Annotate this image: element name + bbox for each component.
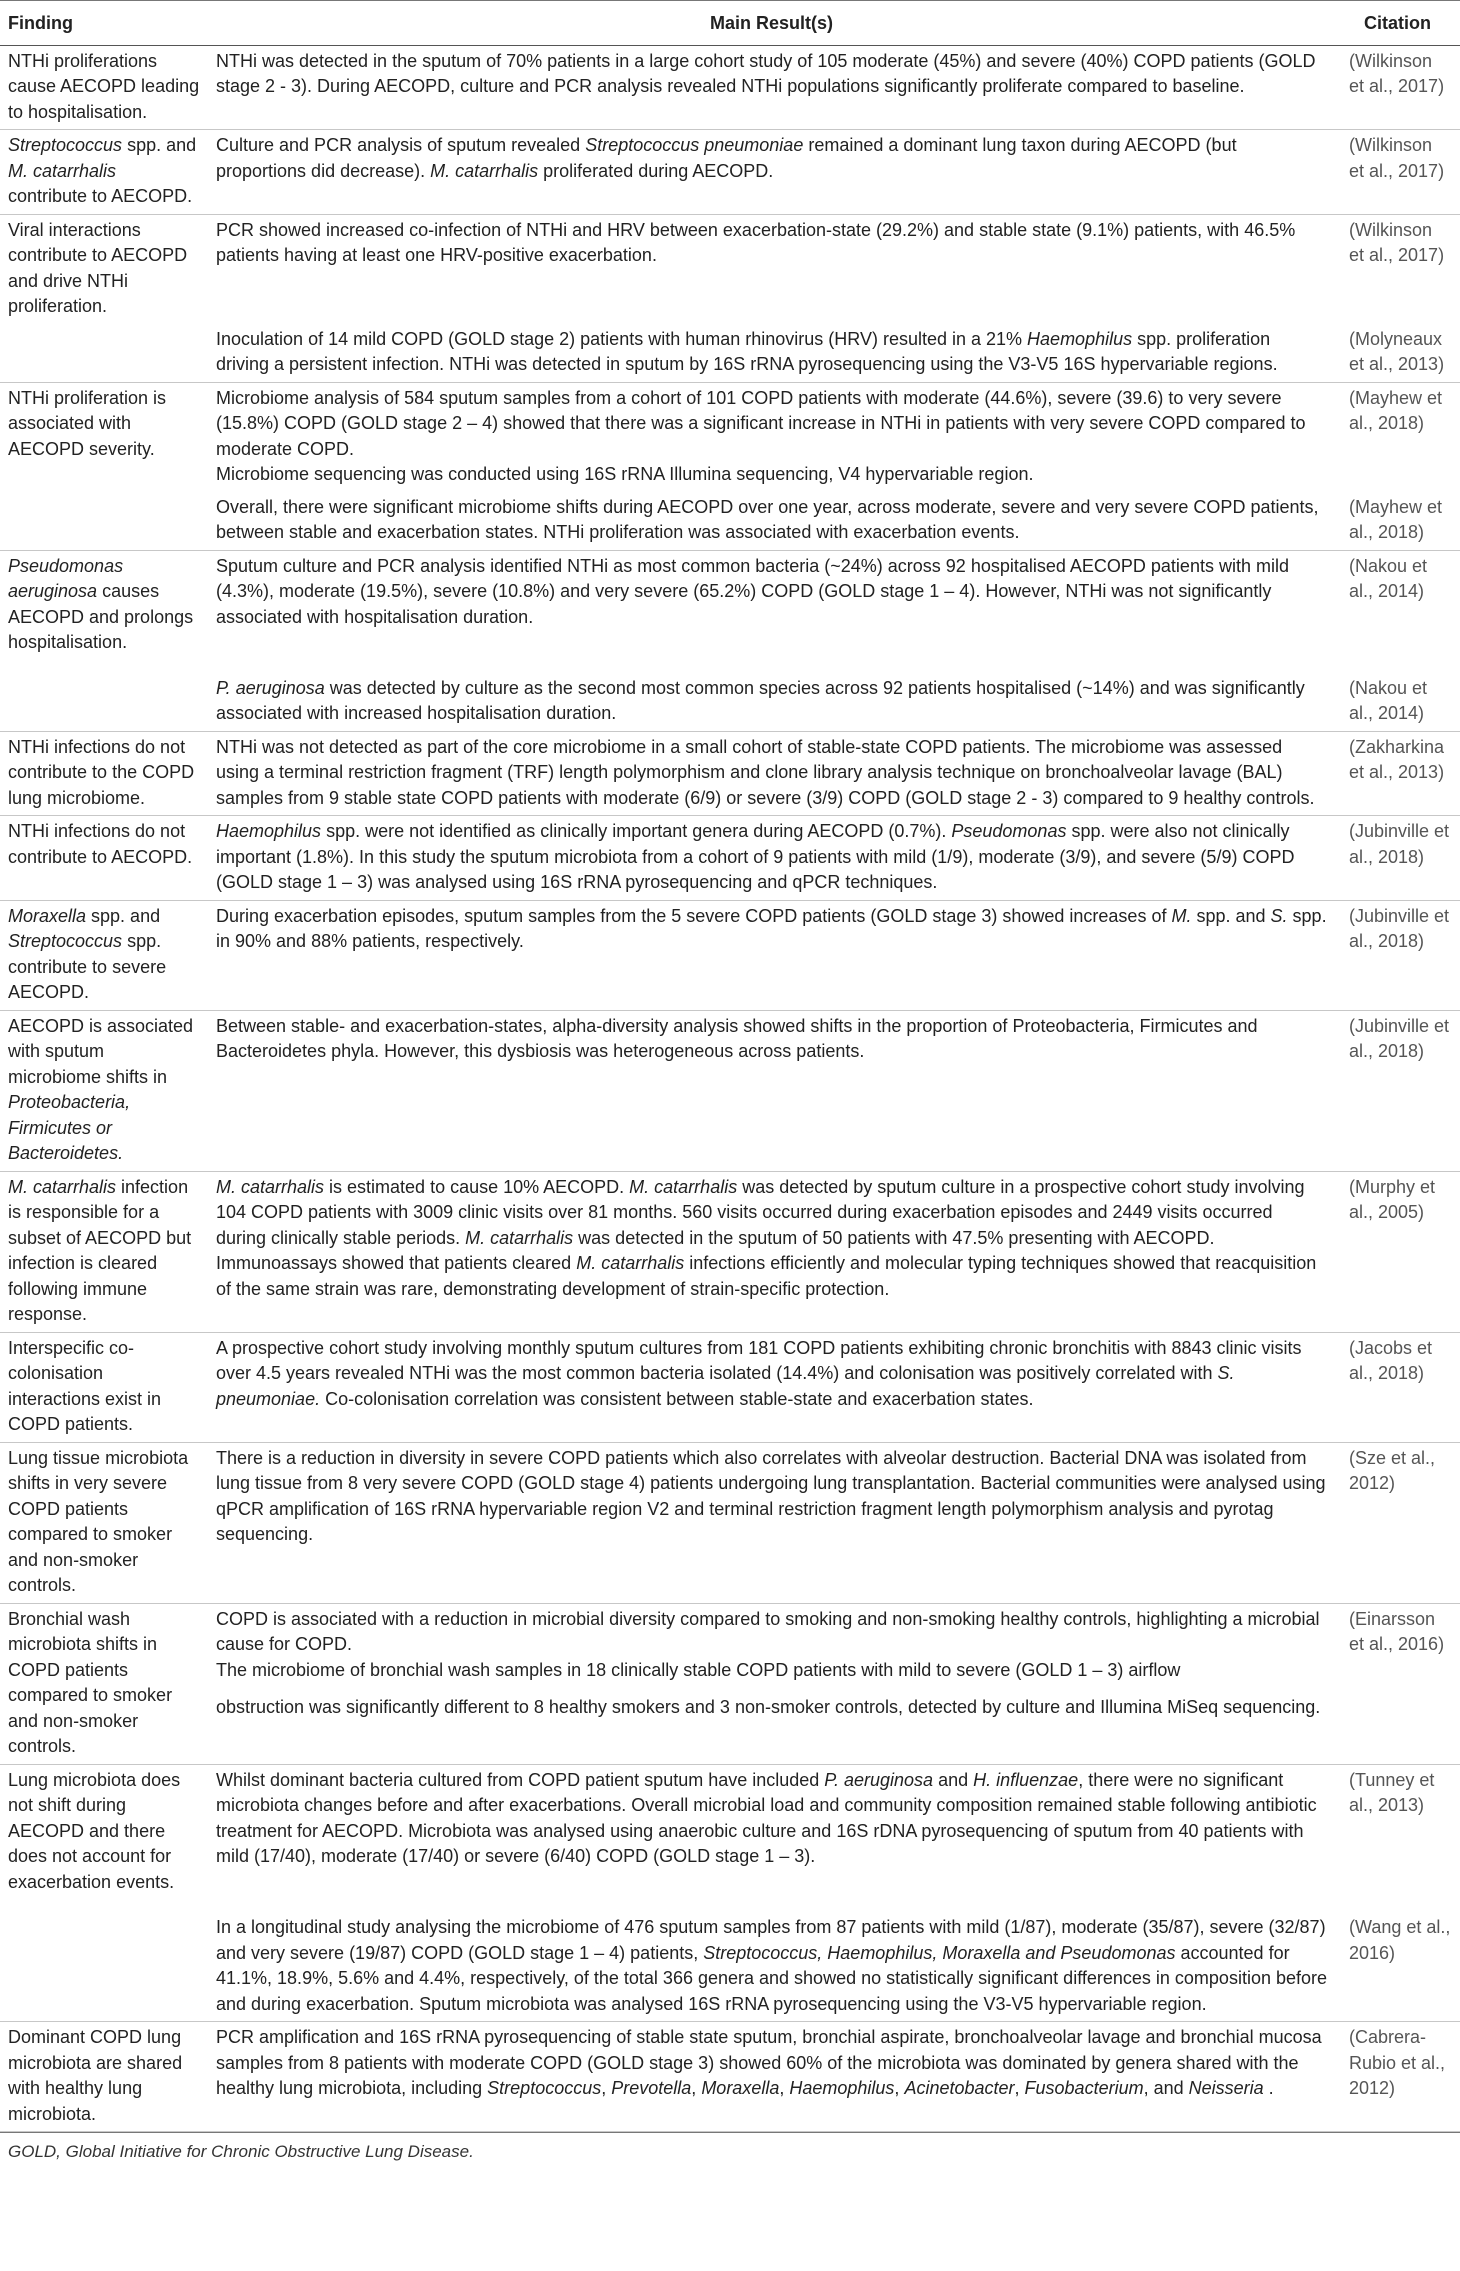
text-segment: is estimated to cause 10% AECOPD. bbox=[324, 1176, 630, 1197]
table-row bbox=[0, 816, 1460, 901]
result-cell bbox=[208, 45, 1335, 130]
text-segment: contribute to AECOPD. bbox=[8, 186, 193, 206]
italic-text: P. aeruginosa bbox=[824, 1769, 934, 1790]
text-segment: NTHi proliferations cause AECOPD leading to hospitalisation. bbox=[8, 50, 200, 122]
italic-text: Haemophilus bbox=[216, 821, 322, 841]
finding-cell bbox=[0, 1332, 208, 1442]
text-segment: , bbox=[1014, 2078, 1025, 2098]
italic-text: Prevotella bbox=[611, 2078, 692, 2098]
text-segment: NTHi infections do not contribute to the COPD lung microbiome. bbox=[8, 736, 195, 808]
text-segment: spp. and bbox=[1191, 905, 1271, 926]
finding-cell bbox=[0, 2022, 208, 2132]
table-row bbox=[0, 130, 1460, 215]
text-segment: PCR showed increased co-infection of NTHi and HRV between exacerbation-state (29.2%) and stable state (9.1%) patients, with 46.5% patients having at least one HRV-positive exacerbation. bbox=[216, 219, 1296, 265]
italic-text: H. influenzae bbox=[973, 1769, 1079, 1790]
citation-cell: (Tunney et al., 2013) bbox=[1349, 1769, 1435, 1815]
finding-cell bbox=[0, 816, 208, 901]
text-segment: spp. were not identified as clinically important genera during AECOPD (0.7%). bbox=[321, 821, 952, 841]
citation-cell: (Wilkinson et al., 2017) bbox=[1335, 130, 1460, 215]
italic-text: M. catarrhalis bbox=[576, 1253, 685, 1273]
table-row bbox=[0, 382, 1460, 492]
text-segment: Inoculation of 14 mild COPD (GOLD stage 2) patients with human rhinovirus (HRV) resulted in a 21% bbox=[216, 328, 1028, 349]
text-segment: spp. in 90% and 88% patients, respectively. bbox=[216, 905, 1327, 951]
italic-text: S. bbox=[1270, 905, 1288, 926]
text-segment: was detected by culture as the second most common species across 92 patients hospitalised (~14%) and was significantly associated with increased hospitalisation duration. bbox=[216, 677, 1305, 723]
italic-text: Proteobacteria, Firmicutes or Bacteroidetes. bbox=[8, 1092, 131, 1163]
text-segment: was detected in the sputum of 50 patients with 47.5% presenting with AECOPD. Immunoassays showed that patients cleared bbox=[216, 1227, 1215, 1273]
text-segment: spp. contribute to severe AECOPD. bbox=[8, 931, 167, 1002]
italic-text: M. catarrhalis bbox=[629, 1176, 738, 1197]
finding-cell bbox=[0, 45, 208, 130]
text-segment: spp. proliferation driving a persistent infection. NTHi was detected in sputum by 16S rRNA pyrosequencing using the V3-V5 16S hypervariable regions. bbox=[216, 328, 1278, 374]
text-segment: accounted for 41.1%, 18.9%, 5.6% and 4.4%, respectively, of the total 366 genera and showed no statistically significant differences in composition before and during exacerbation. Sputum microbiota was analysed 16S rRNA pyrosequencing using the V3-V5 hypervariable region. bbox=[216, 1942, 1327, 2014]
italic-text: Neisseria bbox=[1188, 2078, 1264, 2098]
text-segment: During exacerbation episodes, sputum samples from the 5 severe COPD patients (GOLD stage 3) showed increases of bbox=[216, 905, 1172, 926]
text-segment: A prospective cohort study involving monthly sputum cultures from 181 COPD patients exhibiting chronic bronchitis with 8843 clinic visits over 4.5 years revealed NTHi was the most common bacteria isolated (14.4%) and colonisation was positively correlated with bbox=[216, 1337, 1302, 1383]
citation-cell: (Wang et al., 2016) bbox=[1335, 1899, 1460, 2022]
text-segment: infection is responsible for a subset of AECOPD but infection is cleared following immune response. bbox=[8, 1176, 192, 1324]
finding-cell bbox=[0, 660, 208, 732]
header-result: Main Result(s) bbox=[208, 1, 1335, 46]
italic-text: M. bbox=[1171, 905, 1192, 926]
table-row bbox=[0, 900, 1460, 1010]
text-segment: Microbiome sequencing was conducted using 16S rRNA Illumina sequencing, V4 hypervariable region. bbox=[216, 464, 1034, 484]
text-segment: NTHi infections do not contribute to AECOPD. bbox=[8, 821, 193, 867]
italic-text: Moraxella bbox=[701, 2078, 780, 2098]
text-segment: Bronchial wash microbiota shifts in COPD patients compared to smoker and non-smoker controls. bbox=[8, 1608, 173, 1756]
table-row bbox=[0, 731, 1460, 816]
text-segment: Culture and PCR analysis of sputum revealed bbox=[216, 135, 586, 155]
table-row bbox=[0, 1442, 1460, 1603]
text-segment: Overall, there were significant microbiome shifts during AECOPD over one year, across moderate, severe and very severe COPD patients, between stable and exacerbation states. NTHi proliferation was associated with exacerbation events. bbox=[216, 496, 1319, 542]
text-segment: , bbox=[779, 2078, 790, 2098]
result-cell bbox=[208, 1332, 1335, 1442]
finding-cell bbox=[0, 130, 208, 215]
finding-cell bbox=[0, 900, 208, 1010]
finding-cell bbox=[0, 492, 208, 551]
text-segment: . bbox=[1263, 2078, 1274, 2098]
citation-cell: (Murphy et al., 2005) bbox=[1335, 1171, 1460, 1332]
table-row bbox=[0, 1603, 1460, 1764]
result-cell bbox=[208, 550, 1335, 660]
text-segment: spp. and bbox=[122, 135, 197, 155]
text-segment: infections efficiently and molecular typing techniques showed that reacquisition of the same strain was rare, demonstrating development of strain-specific protection. bbox=[216, 1253, 1317, 1299]
text-segment: Microbiome analysis of 584 sputum samples from a cohort of 101 COPD patients with moderate (44.6%), severe (39.6) to very severe (15.8%) COPD (GOLD stage 2 – 4) showed that there was a significant increase in NTHi in patients with very severe COPD compared to moderate COPD. bbox=[216, 387, 1306, 459]
result-cell bbox=[208, 1171, 1335, 1332]
table-row bbox=[0, 1171, 1460, 1332]
citation-cell: (Nakou et al., 2014) bbox=[1335, 660, 1460, 732]
italic-text: Streptococcus, Haemophilus, Moraxella and Pseudomonas bbox=[703, 1942, 1176, 1963]
result-cell bbox=[208, 324, 1335, 383]
finding-cell bbox=[0, 1764, 208, 1899]
result-cell bbox=[208, 816, 1335, 901]
result-cell bbox=[208, 1603, 1335, 1764]
text-segment: spp. were also not clinically important (1.8%). In this study the sputum microbiota from a cohort of 9 patients with mild (1/9), moderate (3/9), and severe (5/9) COPD (GOLD stage 1 – 3) was analysed using 16S rRNA pyrosequencing and qPCR techniques. bbox=[216, 821, 1295, 892]
table-row bbox=[0, 660, 1460, 732]
text-segment: Between stable- and exacerbation-states, alpha-diversity analysis showed shifts in the proportion of Proteobacteria, Firmicutes and Bacteroidetes phyla. However, this dysbiosis was heterogeneous across patients. bbox=[216, 1015, 1258, 1061]
text-segment: , bbox=[601, 2078, 612, 2098]
italic-text: Acinetobacter bbox=[904, 2078, 1015, 2098]
table-row bbox=[0, 550, 1460, 660]
finding-cell bbox=[0, 1899, 208, 2022]
text-segment: proliferated during AECOPD. bbox=[538, 160, 774, 181]
italic-text: Streptococcus bbox=[487, 2078, 602, 2098]
italic-text: M. catarrhalis bbox=[8, 1176, 117, 1197]
text-segment: NTHi proliferation is associated with AECOPD severity. bbox=[8, 387, 167, 459]
italic-text: Pseudomonas bbox=[951, 821, 1067, 841]
table-row bbox=[0, 2022, 1460, 2132]
italic-text: Fusobacterium bbox=[1024, 2078, 1144, 2098]
text-segment: There is a reduction in diversity in severe COPD patients which also correlates with alveolar destruction. Bacterial DNA was isolated from lung tissue from 8 very severe COPD (GOLD stage 4) patients undergoing lung transplantation. Bacterial communities were analysed using qPCR amplification of 16S rRNA hypervariable region V2 and terminal restriction fragment length polymorphism analysis and pyrotag sequencing. bbox=[216, 1447, 1326, 1544]
result-cell bbox=[208, 130, 1335, 215]
finding-cell bbox=[0, 731, 208, 816]
citation-cell: (Zakharkina et al., 2013) bbox=[1335, 731, 1460, 816]
table-row bbox=[0, 492, 1460, 551]
table-row bbox=[0, 1332, 1460, 1442]
text-segment: Whilst dominant bacteria cultured from COPD patient sputum have included bbox=[216, 1769, 825, 1790]
text-segment: Lung tissue microbiota shifts in very severe COPD patients compared to smoker and non-smoker controls. bbox=[8, 1447, 189, 1595]
text-segment: was detected by sputum culture in a prospective cohort study involving 104 COPD patients with 3009 clinic visits over 81 months. 560 visits occurred during exacerbation episodes and 2449 visits occurred during clinically stable periods. bbox=[216, 1176, 1305, 1248]
citation-cell: (Molyneaux et al., 2013) bbox=[1335, 324, 1460, 383]
italic-text: Haemophilus bbox=[1027, 328, 1133, 349]
text-segment: obstruction was significantly different to 8 healthy smokers and 3 non-smoker controls, detected by culture and Illumina MiSeq sequencing. bbox=[216, 1697, 1321, 1717]
finding-cell bbox=[0, 324, 208, 383]
text-segment: remained a dominant lung taxon during AECOPD (but proportions did decrease). bbox=[216, 135, 1237, 181]
text-segment: causes AECOPD and prolongs hospitalisation. bbox=[8, 581, 194, 652]
citation-cell: (Mayhew et al., 2018) bbox=[1335, 492, 1460, 551]
result-cell bbox=[208, 1442, 1335, 1603]
text-segment: Interspecific co-colonisation interactions exist in COPD patients. bbox=[8, 1337, 162, 1434]
text-segment: , bbox=[894, 2078, 905, 2098]
italic-text: M. catarrhalis bbox=[8, 160, 117, 181]
finding-cell bbox=[0, 214, 208, 324]
italic-text: Streptococcus pneumoniae bbox=[585, 135, 804, 155]
finding-cell bbox=[0, 1010, 208, 1171]
italic-text: S. pneumoniae. bbox=[216, 1363, 1235, 1409]
italic-text: Haemophilus bbox=[789, 2078, 895, 2098]
table-row bbox=[0, 214, 1460, 324]
result-cell bbox=[208, 2022, 1335, 2132]
citation-cell: (Cabrera-Rubio et al., 2012) bbox=[1335, 2022, 1460, 2132]
italic-text: M. catarrhalis bbox=[430, 160, 539, 181]
result-cell bbox=[208, 214, 1335, 324]
finding-cell bbox=[0, 550, 208, 660]
result-cell bbox=[208, 660, 1335, 732]
citation-cell: (Wilkinson et al., 2017) bbox=[1335, 45, 1460, 130]
citation-cell: (Jacobs et al., 2018) bbox=[1335, 1332, 1460, 1442]
text-segment: In a longitudinal study analysing the microbiome of 476 sputum samples from 87 patients with mild (1/87), moderate (35/87), severe (32/87) and very severe (19/87) COPD (GOLD stage 1 – 4) patients, bbox=[216, 1917, 1326, 1963]
header-finding: Finding bbox=[0, 1, 208, 46]
result-cell bbox=[208, 1899, 1335, 2022]
finding-cell bbox=[0, 1171, 208, 1332]
result-cell bbox=[208, 382, 1335, 492]
italic-text: P. aeruginosa bbox=[216, 677, 325, 698]
result-cell bbox=[208, 900, 1335, 1010]
citation-cell: (Jubinville et al., 2018) bbox=[1335, 900, 1460, 1010]
italic-text: M. catarrhalis bbox=[465, 1227, 574, 1248]
result-cell bbox=[208, 1764, 1335, 1899]
text-segment: Sputum culture and PCR analysis identified NTHi as most common bacteria (~24%) across 92 hospitalised AECOPD patients with mild (4.3%), moderate (19.5%), severe (10.8%) and very severe (65.2%) COPD (GOLD stage 1 – 4). However, NTHi was not significantly associated with hospitalisation duration. bbox=[216, 555, 1289, 627]
result-cell bbox=[208, 1010, 1335, 1171]
citation-cell: (Mayhew et al., 2018) bbox=[1349, 387, 1443, 433]
table-row bbox=[0, 45, 1460, 130]
finding-cell bbox=[0, 1442, 208, 1603]
finding-cell bbox=[0, 382, 208, 492]
table-footnote: GOLD, Global Initiative for Chronic Obstructive Lung Disease. bbox=[0, 2132, 1460, 2171]
text-segment: AECOPD is associated with sputum microbiome shifts in bbox=[8, 1015, 194, 1087]
text-segment: spp. and bbox=[86, 905, 161, 926]
header-row bbox=[0, 1, 1460, 46]
citation-cell: (Jubinville et al., 2018) bbox=[1335, 1010, 1460, 1171]
italic-text: Moraxella bbox=[8, 905, 87, 926]
text-segment: and bbox=[933, 1769, 974, 1790]
italic-text: Streptococcus bbox=[8, 135, 123, 155]
text-segment: Lung microbiota does not shift during AECOPD and there does not account for exacerbation events. bbox=[8, 1769, 181, 1892]
text-segment: Co-colonisation correlation was consistent between stable-state and exacerbation states. bbox=[320, 1388, 1034, 1409]
text-segment: NTHi was detected in the sputum of 70% patients in a large cohort study of 105 moderate (45%) and severe (40%) COPD patients (GOLD stage 2 - 3). During AECOPD, culture and PCR analysis revealed NTHi populations significantly proliferate compared to baseline. bbox=[216, 50, 1316, 96]
table-row bbox=[0, 1010, 1460, 1171]
table-row bbox=[0, 324, 1460, 383]
text-segment: Dominant COPD lung microbiota are shared with healthy lung microbiota. bbox=[8, 2027, 183, 2124]
text-segment: , there were no significant microbiota changes before and after exacerbations. Overall microbial load and community composition remained stable following antibiotic treatment for AECOPD. Microbiota was analysed using anaerobic culture and 16S rDNA pyrosequencing of sputum from 40 patients with mild (17/40), moderate (17/40) or severe (6/40) COPD (GOLD stage 1 – 3). bbox=[216, 1769, 1317, 1866]
citation-cell: (Sze et al., 2012) bbox=[1335, 1442, 1460, 1603]
citation-cell: (Nakou et al., 2014) bbox=[1349, 555, 1428, 601]
text-segment: COPD is associated with a reduction in microbial diversity compared to smoking and non-smoking healthy controls, highlighting a microbial cause for COPD. bbox=[216, 1608, 1320, 1654]
citation-cell: (Wilkinson et al., 2017) bbox=[1349, 219, 1445, 265]
italic-text: Pseudomonas aeruginosa bbox=[8, 555, 124, 601]
header-citation: Citation bbox=[1335, 1, 1460, 46]
italic-text: Streptococcus bbox=[8, 931, 123, 951]
italic-text: M. catarrhalis bbox=[216, 1176, 325, 1197]
text-segment: , bbox=[691, 2078, 702, 2098]
text-segment: The microbiome of bronchial wash samples in 18 clinically stable COPD patients with mild to severe (GOLD 1 – 3) airflow bbox=[216, 1659, 1181, 1680]
citation-cell: (Einarsson et al., 2016) bbox=[1335, 1603, 1460, 1764]
table-body bbox=[0, 45, 1460, 2132]
result-cell bbox=[208, 731, 1335, 816]
finding-cell bbox=[0, 1603, 208, 1764]
text-segment: , and bbox=[1143, 2078, 1189, 2098]
text-segment: Viral interactions contribute to AECOPD and drive NTHi proliferation. bbox=[8, 219, 188, 316]
table-row bbox=[0, 1764, 1460, 1899]
citation-cell: (Jubinville et al., 2018) bbox=[1335, 816, 1460, 901]
result-cell bbox=[208, 492, 1335, 551]
table-row bbox=[0, 1899, 1460, 2022]
text-segment: NTHi was not detected as part of the core microbiome in a small cohort of stable-state COPD patients. The microbiome was assessed using a terminal restriction fragment (TRF) length polymorphism and clone library analysis technique on bronchoalveolar lavage (BAL) samples from 9 stable state COPD patients with moderate (6/9) or severe (3/9) COPD (GOLD stage 2 - 3) compared to 9 healthy controls. bbox=[216, 736, 1315, 808]
text-segment: PCR amplification and 16S rRNA pyrosequencing of stable state sputum, bronchial aspirate, bronchoalveolar lavage and bronchial mucosa samples from 8 patients with moderate COPD (GOLD stage 3) showed 60% of the microbiota was dominated by genera shared with the healthy lung microbiota, including bbox=[216, 2027, 1322, 2098]
